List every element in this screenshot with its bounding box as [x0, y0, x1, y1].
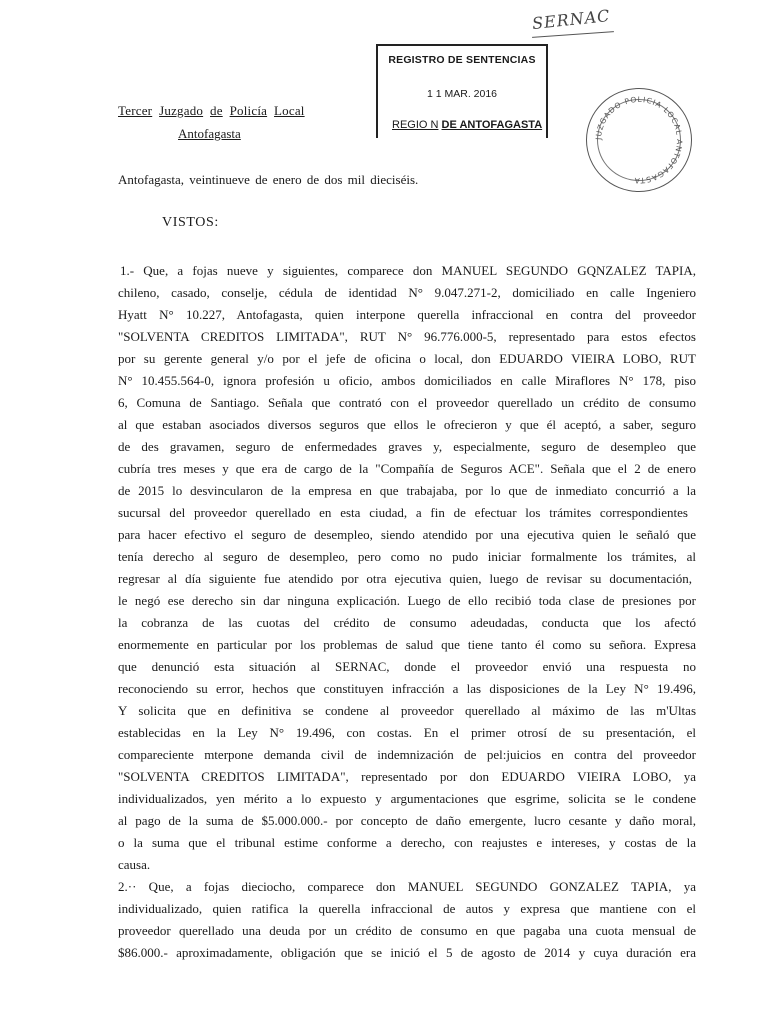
- court-word: Policía: [229, 103, 268, 118]
- body-line: chileno, casado, conselje, cédula de identidad N° 9.047.271-2, domiciliado en calle Ingeniero: [118, 285, 696, 300]
- body-line: al pago de la suma de $5.000.000.- por concepto de daño emergente, lucro cesante y daño moral,: [118, 813, 696, 828]
- handwritten-underline: [532, 31, 614, 38]
- body-line: proveedor querellado una deuda por un crédito de consumo en que pagaba una cuota mensual de: [118, 923, 696, 938]
- body-line: Y solicita que en definitiva se condene al proveedor querellado al máximo de las m'Ultas: [118, 703, 696, 718]
- body-line: individualizado, quien ratifica la querella infraccional de autos y expresa que mantiene con el: [118, 901, 696, 916]
- body-line: o la suma que el tribunal estime conforme a derecho, con reajustes e intereses, y costas de la: [118, 835, 696, 850]
- court-seal: [586, 88, 692, 192]
- court-seal-text: [587, 89, 691, 191]
- body-line: para hacer efectivo el seguro de desempleo, siendo atendido por una ejecutiva quien le señaló que: [118, 527, 696, 542]
- handwritten-mark: [531, 6, 611, 33]
- body-line: cubría tres meses y que era de cargo de la "Compañía de Seguros ACE". Señala que el 2 de enero: [118, 461, 696, 476]
- body-line: "SOLVENTA CREDITOS LIMITADA", representado por don EDUARDO VIEIRA LOBO, ya: [118, 769, 696, 784]
- court-name-line2: Antofagasta: [178, 126, 241, 141]
- body-line: le negó ese derecho sin dar ninguna explicación. Luego de ello recibió toda clase de presiones por: [118, 593, 696, 608]
- court-seal-arc-text: JUZGADO POLICIA LOCAL ANTOFAGASTA: [593, 94, 685, 186]
- registry-region: [392, 119, 542, 131]
- body-line: individualizados, yen mérito a lo expuesto y argumentaciones que esgrime, solicita se le condene: [118, 791, 696, 806]
- body-line: de 2015 lo desvincularon de la empresa en que trabajaba, por lo que de inmediato concurrió a la: [118, 483, 696, 498]
- court-word: Tercer: [118, 103, 153, 118]
- handwritten-mark-text: SERNAC: [531, 5, 612, 34]
- body-line: regresar al día siguiente fue atendido por otra ejecutiva quien, luego de revisar su documentación,: [118, 571, 692, 586]
- court-word: Local: [274, 103, 305, 118]
- body-line: la cobranza de las cuotas del crédito de consumo adeudadas, conducta que los afectó: [118, 615, 696, 630]
- body-line: "SOLVENTA CREDITOS LIMITADA", RUT N° 96.776.000-5, representado para estos efectos: [118, 329, 696, 344]
- body-line: establecidas en la Ley N° 19.496, con costas. En el primer otrosí de su presentación, el: [118, 725, 696, 740]
- section-heading-vistos: VISTOS:: [162, 215, 219, 230]
- registry-region-prefix: REGIO N: [392, 119, 439, 131]
- body-line: $86.000.- aproximadamente, obligación que se inició el 5 de agosto de 2014 y cuya duración era: [118, 945, 696, 960]
- court-word: de: [210, 103, 223, 118]
- body-line: 2.·· Que, a fojas dieciocho, comparece don MANUEL SEGUNDO GONZALEZ TAPIA, ya: [118, 879, 696, 894]
- date-line: Antofagasta, veintinueve de enero de dos mil dieciséis.: [118, 172, 419, 187]
- body-line: Hyatt N° 10.227, Antofagasta, quien interpone querella infraccional en contra del proveedor: [118, 307, 696, 322]
- registry-title: REGISTRO DE SENTENCIAS: [388, 54, 536, 66]
- registry-box: [376, 44, 548, 138]
- body-line: enormemente en particular por los problemas de salud que tiene tanto él como su señora. Expresa: [118, 637, 696, 652]
- body-line: causa.: [118, 857, 151, 872]
- body-line: 6, Comuna de Santiago. Señala que contrató con el proveedor querellado un crédito de consumo: [118, 395, 696, 410]
- body-line: que denunció esta situación al SERNAC, donde el proveedor envió una respuesta no: [118, 659, 696, 674]
- court-word: Juzgado: [159, 103, 204, 118]
- body-line: compareciente mterpone demanda civil de indemnización de pel:juicios en contra del proveedor: [118, 747, 696, 762]
- body-line: al que estaban asociados diversos seguros que ellos le ofrecieron y que él aceptó, a saber, seguro: [118, 417, 696, 432]
- body-line: sucursal del proveedor querellado en esta ciudad, a fin de efectuar los trámites correspondientes: [118, 505, 688, 520]
- body-line: reconociendo su error, hechos que constituyen infracción a las disposiciones de la Ley N° 19.496,: [118, 681, 696, 696]
- body-line: por su gerente general y/o por el jefe de oficina o local, don EDUARDO VIEIRA LOBO, RUT: [118, 351, 696, 366]
- body-line: tenía derecho al seguro de desempleo, pero como no pudo iniciar formalmente los trámites, al: [118, 549, 696, 564]
- court-name-line1: [118, 103, 305, 119]
- registry-region-suffix: DE ANTOFAGASTA: [441, 119, 543, 131]
- svg-text:JUZGADO POLICIA LOCAL ANTOFAGA: [594, 95, 684, 185]
- body-line: N° 10.455.564-0, ignora profesión u oficio, ambos domiciliados en calle Miraflores N° 178, piso: [118, 373, 696, 388]
- registry-date: 1 1 MAR. 2016: [426, 88, 498, 100]
- body-line: de des gravamen, seguro de enfermedades graves y, especialmente, seguro de desempleo que: [118, 439, 696, 454]
- body-line: 1.- Que, a fojas nueve y siguientes, comparece don MANUEL SEGUNDO GQNZALEZ TAPIA,: [120, 263, 696, 278]
